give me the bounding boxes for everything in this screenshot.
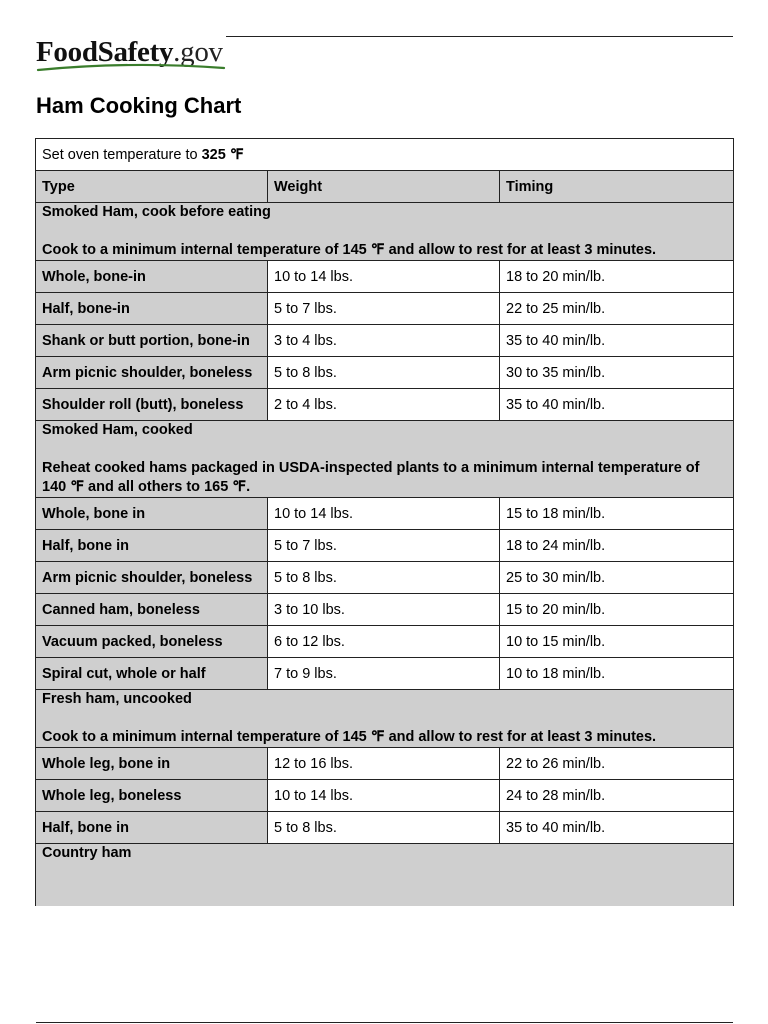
cell-weight: 5 to 8 lbs. — [268, 357, 500, 389]
table-row — [36, 261, 734, 293]
cell-type: Vacuum packed, boneless — [36, 626, 268, 658]
cell-weight: 5 to 7 lbs. — [268, 293, 500, 325]
site-header — [36, 34, 733, 74]
table-body — [36, 139, 734, 907]
cell-weight: 3 to 4 lbs. — [268, 325, 500, 357]
cell-timing: 18 to 20 min/lb. — [500, 261, 734, 293]
logo-swoosh-icon — [36, 61, 226, 73]
table-row — [36, 389, 734, 421]
cell-timing: 22 to 26 min/lb. — [500, 748, 734, 780]
header-divider — [226, 36, 733, 37]
section-title: Smoked Ham, cooked — [42, 422, 193, 438]
table-row — [36, 748, 734, 780]
cell-type: Half, bone in — [36, 530, 268, 562]
cell-type: Shank or butt portion, bone-in — [36, 325, 268, 357]
cell-type: Spiral cut, whole or half — [36, 658, 268, 690]
section-header-cell — [36, 421, 734, 498]
cell-timing: 18 to 24 min/lb. — [500, 530, 734, 562]
cell-timing: 22 to 25 min/lb. — [500, 293, 734, 325]
column-header-timing: Timing — [500, 171, 734, 203]
oven-temperature-row — [36, 139, 734, 171]
cell-timing: 15 to 20 min/lb. — [500, 594, 734, 626]
section-title: Country ham — [42, 845, 132, 861]
table-row — [36, 325, 734, 357]
logo-brand-text: FoodSafety — [36, 36, 174, 68]
cell-type: Whole, bone-in — [36, 261, 268, 293]
section-title: Fresh ham, uncooked — [42, 691, 192, 707]
cell-type: Arm picnic shoulder, boneless — [36, 562, 268, 594]
cell-timing: 35 to 40 min/lb. — [500, 325, 734, 357]
cell-weight: 10 to 14 lbs. — [268, 261, 500, 293]
table-header-row — [36, 171, 734, 203]
page-title: Ham Cooking Chart — [36, 93, 242, 118]
cell-type: Shoulder roll (butt), boneless — [36, 389, 268, 421]
cell-timing: 35 to 40 min/lb. — [500, 812, 734, 844]
table-row — [36, 498, 734, 530]
table-row — [36, 357, 734, 389]
section-header-row — [36, 421, 734, 498]
section-title: Smoked Ham, cook before eating — [42, 204, 271, 220]
table-row — [36, 780, 734, 812]
footer-divider — [36, 1022, 733, 1023]
section-header-row — [36, 690, 734, 748]
section-header-cell — [36, 690, 734, 748]
section-header-cell — [36, 203, 734, 261]
oven-temperature-cell — [36, 139, 734, 171]
cell-weight: 7 to 9 lbs. — [268, 658, 500, 690]
column-header-weight: Weight — [268, 171, 500, 203]
cell-timing: 15 to 18 min/lb. — [500, 498, 734, 530]
cell-type: Whole leg, boneless — [36, 780, 268, 812]
table-row — [36, 658, 734, 690]
cell-timing: 10 to 15 min/lb. — [500, 626, 734, 658]
cell-type: Canned ham, boneless — [36, 594, 268, 626]
cell-type: Whole, bone in — [36, 498, 268, 530]
cell-type: Arm picnic shoulder, boneless — [36, 357, 268, 389]
table-row — [36, 626, 734, 658]
table-row — [36, 812, 734, 844]
cell-weight: 5 to 7 lbs. — [268, 530, 500, 562]
cell-weight: 12 to 16 lbs. — [268, 748, 500, 780]
cell-timing: 10 to 18 min/lb. — [500, 658, 734, 690]
section-note: Reheat cooked hams packaged in USDA-inspected plants to a minimum internal temperature of 140 ℉ and all others to 165 ℉. — [42, 460, 700, 495]
cell-timing: 25 to 30 min/lb. — [500, 562, 734, 594]
cell-timing: 30 to 35 min/lb. — [500, 357, 734, 389]
table-row — [36, 293, 734, 325]
cell-type: Half, bone-in — [36, 293, 268, 325]
section-header-cell — [36, 844, 734, 907]
oven-temperature-label: Set oven temperature to — [42, 146, 202, 163]
table-row — [36, 530, 734, 562]
cell-weight: 6 to 12 lbs. — [268, 626, 500, 658]
section-header-row — [36, 844, 734, 907]
oven-temperature-value: 325 ℉ — [201, 146, 244, 163]
cell-weight: 3 to 10 lbs. — [268, 594, 500, 626]
cell-weight: 5 to 8 lbs. — [268, 562, 500, 594]
logo-tld-text: .gov — [173, 36, 223, 68]
cell-type: Whole leg, bone in — [36, 748, 268, 780]
section-header-row — [36, 203, 734, 261]
table-row — [36, 594, 734, 626]
ham-cooking-table — [35, 138, 734, 906]
cell-weight: 10 to 14 lbs. — [268, 498, 500, 530]
section-note: Cook to a minimum internal temperature of 145 ℉ and allow to rest for at least 3 minutes. — [42, 729, 657, 745]
cell-weight: 10 to 14 lbs. — [268, 780, 500, 812]
column-header-type: Type — [36, 171, 268, 203]
cell-type: Half, bone in — [36, 812, 268, 844]
cell-timing: 24 to 28 min/lb. — [500, 780, 734, 812]
cell-timing: 35 to 40 min/lb. — [500, 389, 734, 421]
section-note: Cook to a minimum internal temperature of 145 ℉ and allow to rest for at least 3 minutes. — [42, 242, 657, 258]
table-row — [36, 562, 734, 594]
cell-weight: 2 to 4 lbs. — [268, 389, 500, 421]
cell-weight: 5 to 8 lbs. — [268, 812, 500, 844]
